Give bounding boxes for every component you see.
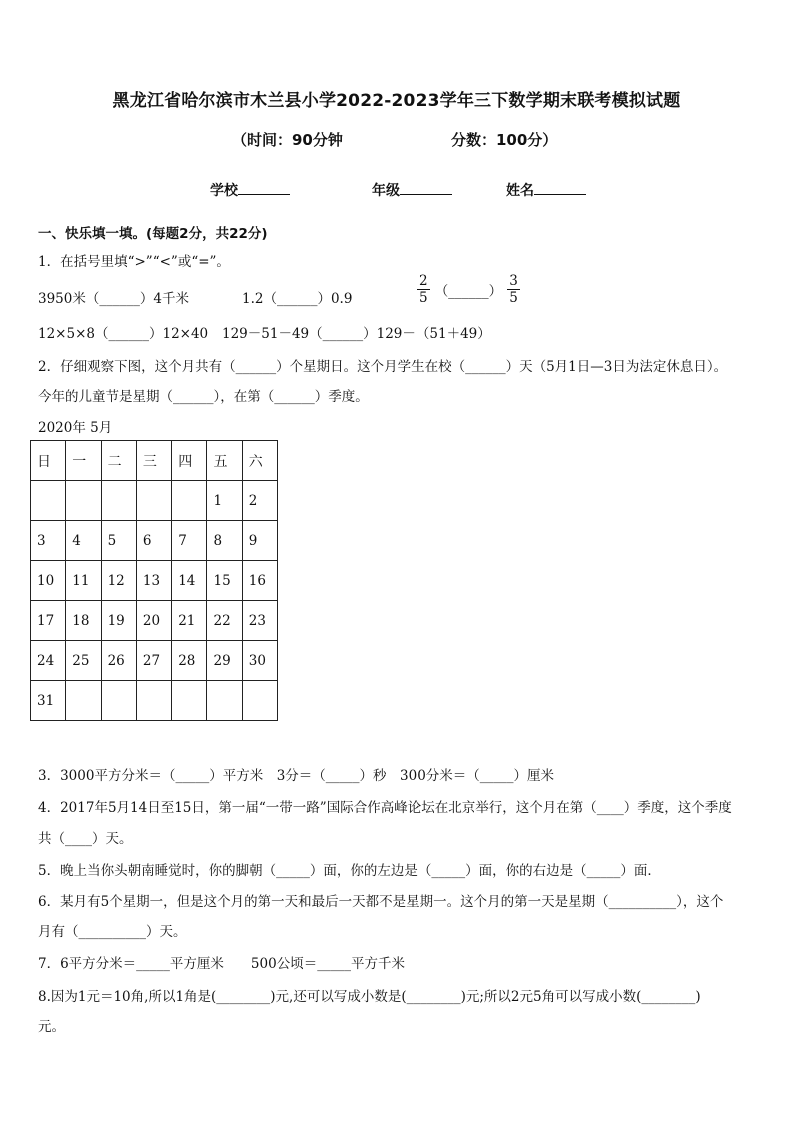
calendar-week-row	[31, 521, 278, 561]
q6-line1: 6．某月有5个星期一，但是这个月的第一天和最后一天都不是星期一。这个月的第一天是星期（__________），这个	[38, 894, 724, 910]
q8-line1: 8.因为1元＝10角,所以1角是(________)元,还可以写成小数是(________)元;所以2元5角可以写成小数(________)	[38, 989, 701, 1005]
calendar-day-cell: 4	[66, 521, 101, 561]
calendar-day-cell: 24	[31, 641, 66, 681]
calendar-week-row	[31, 681, 278, 721]
calendar-day-cell: 14	[172, 561, 207, 601]
calendar-day-cell	[207, 681, 242, 721]
calendar-weekday-cell: 六	[242, 441, 277, 481]
calendar-weekday-cell: 日	[31, 441, 66, 481]
name-field	[506, 180, 586, 200]
calendar-weekday-cell: 一	[66, 441, 101, 481]
calendar-day-cell: 1	[207, 481, 242, 521]
exam-time: （时间：90分钟	[232, 131, 343, 149]
calendar-weekday-row	[31, 441, 278, 481]
q5-text: 5．晚上当你头朝南睡觉时，你的脚朝（_____）面，你的左边是（_____）面，你的右边是（_____）面．	[38, 863, 661, 879]
calendar-day-cell: 27	[136, 641, 171, 681]
calendar-day-cell: 20	[136, 601, 171, 641]
calendar-day-cell	[101, 681, 136, 721]
calendar-day-cell: 28	[172, 641, 207, 681]
calendar-day-cell	[172, 481, 207, 521]
fraction-left-numerator: 2	[419, 273, 428, 289]
q1-compare-decimals: 1.2（______）0.9	[242, 291, 353, 307]
calendar-week-row	[31, 561, 278, 601]
fraction-left-denominator: 5	[419, 290, 428, 306]
calendar-day-cell: 30	[242, 641, 277, 681]
calendar-day-cell: 5	[101, 521, 136, 561]
calendar-day-cell: 16	[242, 561, 277, 601]
calendar-day-cell	[31, 481, 66, 521]
fraction-compare-blank[interactable]: （______）	[434, 283, 503, 300]
q6-line2: 月有（__________）天。	[38, 924, 187, 940]
calendar-weekday-cell: 二	[101, 441, 136, 481]
fraction-right-denominator: 5	[509, 290, 518, 306]
fraction-left	[417, 273, 430, 306]
calendar-day-cell: 17	[31, 601, 66, 641]
calendar-day-cell: 11	[66, 561, 101, 601]
name-label: 姓名	[506, 183, 534, 199]
calendar-day-cell: 23	[242, 601, 277, 641]
calendar-day-cell	[136, 481, 171, 521]
calendar-day-cell: 31	[31, 681, 66, 721]
calendar-day-cell: 26	[101, 641, 136, 681]
calendar-table	[30, 440, 278, 721]
calendar-day-cell: 15	[207, 561, 242, 601]
calendar-day-cell: 21	[172, 601, 207, 641]
calendar-weekday-cell: 五	[207, 441, 242, 481]
calendar-day-cell: 9	[242, 521, 277, 561]
calendar-day-cell: 7	[172, 521, 207, 561]
calendar-day-cell: 2	[242, 481, 277, 521]
q1-compare-meters: 3950米（______）4千米	[38, 291, 189, 307]
calendar-day-cell	[66, 681, 101, 721]
calendar-weekday-cell: 三	[136, 441, 171, 481]
q1-compare-product: 12×5×8（______）12×40	[38, 326, 209, 342]
q3-text: 3．3000平方分米＝（_____）平方米 3分＝（_____）秒 300分米＝（_____）厘米	[38, 768, 555, 784]
calendar-weekday-cell: 四	[172, 441, 207, 481]
calendar-week-row	[31, 481, 278, 521]
school-label: 学校	[210, 183, 238, 199]
calendar-caption: 2020年 5月	[38, 420, 113, 436]
calendar-day-cell	[101, 481, 136, 521]
calendar-day-cell: 22	[207, 601, 242, 641]
fraction-right-numerator: 3	[509, 273, 518, 289]
fraction-right	[507, 273, 520, 306]
calendar-day-cell	[242, 681, 277, 721]
school-field	[210, 180, 290, 200]
calendar-day-cell: 13	[136, 561, 171, 601]
calendar-day-cell: 8	[207, 521, 242, 561]
q8-line2: 元。	[38, 1019, 65, 1035]
name-blank[interactable]	[534, 180, 586, 195]
q1-compare-subtraction: 129－51－49（______）129－（51＋49）	[222, 326, 491, 342]
q2-line2: 今年的儿童节是星期（______），在第（______）季度。	[38, 389, 369, 405]
section-heading: 一、快乐填一填。(每题2分，共22分)	[38, 226, 268, 242]
calendar-day-cell	[66, 481, 101, 521]
q4-line2: 共（____）天。	[38, 831, 133, 847]
grade-blank[interactable]	[400, 180, 452, 195]
calendar-day-cell: 18	[66, 601, 101, 641]
calendar-week-row	[31, 601, 278, 641]
q1-prompt: 1．在括号里填“>”“<”或“=”。	[38, 254, 230, 270]
calendar-day-cell: 25	[66, 641, 101, 681]
grade-field	[372, 180, 452, 200]
page-title: 黑龙江省哈尔滨市木兰县小学2022-2023学年三下数学期末联考模拟试题	[112, 91, 681, 111]
calendar-day-cell: 19	[101, 601, 136, 641]
q4-line1: 4．2017年5月14日至15日，第一届“一带一路”国际合作高峰论坛在北京举行，这个月在第（____）季度，这个季度	[38, 800, 732, 816]
calendar-day-cell	[172, 681, 207, 721]
calendar-week-row	[31, 641, 278, 681]
calendar-day-cell: 6	[136, 521, 171, 561]
grade-label: 年级	[372, 183, 400, 199]
calendar-day-cell: 10	[31, 561, 66, 601]
q2-line1: 2．仔细观察下图，这个月共有（______）个星期日。这个月学生在校（______）天（5月1日—3日为法定休息日）。	[38, 359, 728, 375]
calendar-day-cell: 3	[31, 521, 66, 561]
calendar-day-cell	[136, 681, 171, 721]
exam-score: 分数：100分）	[451, 131, 558, 149]
calendar-day-cell: 12	[101, 561, 136, 601]
school-blank[interactable]	[238, 180, 290, 195]
q7-text: 7．6平方分米＝_____平方厘米 500公顷＝_____平方千米	[38, 956, 405, 972]
q1-compare-fractions	[417, 273, 520, 306]
calendar-day-cell: 29	[207, 641, 242, 681]
